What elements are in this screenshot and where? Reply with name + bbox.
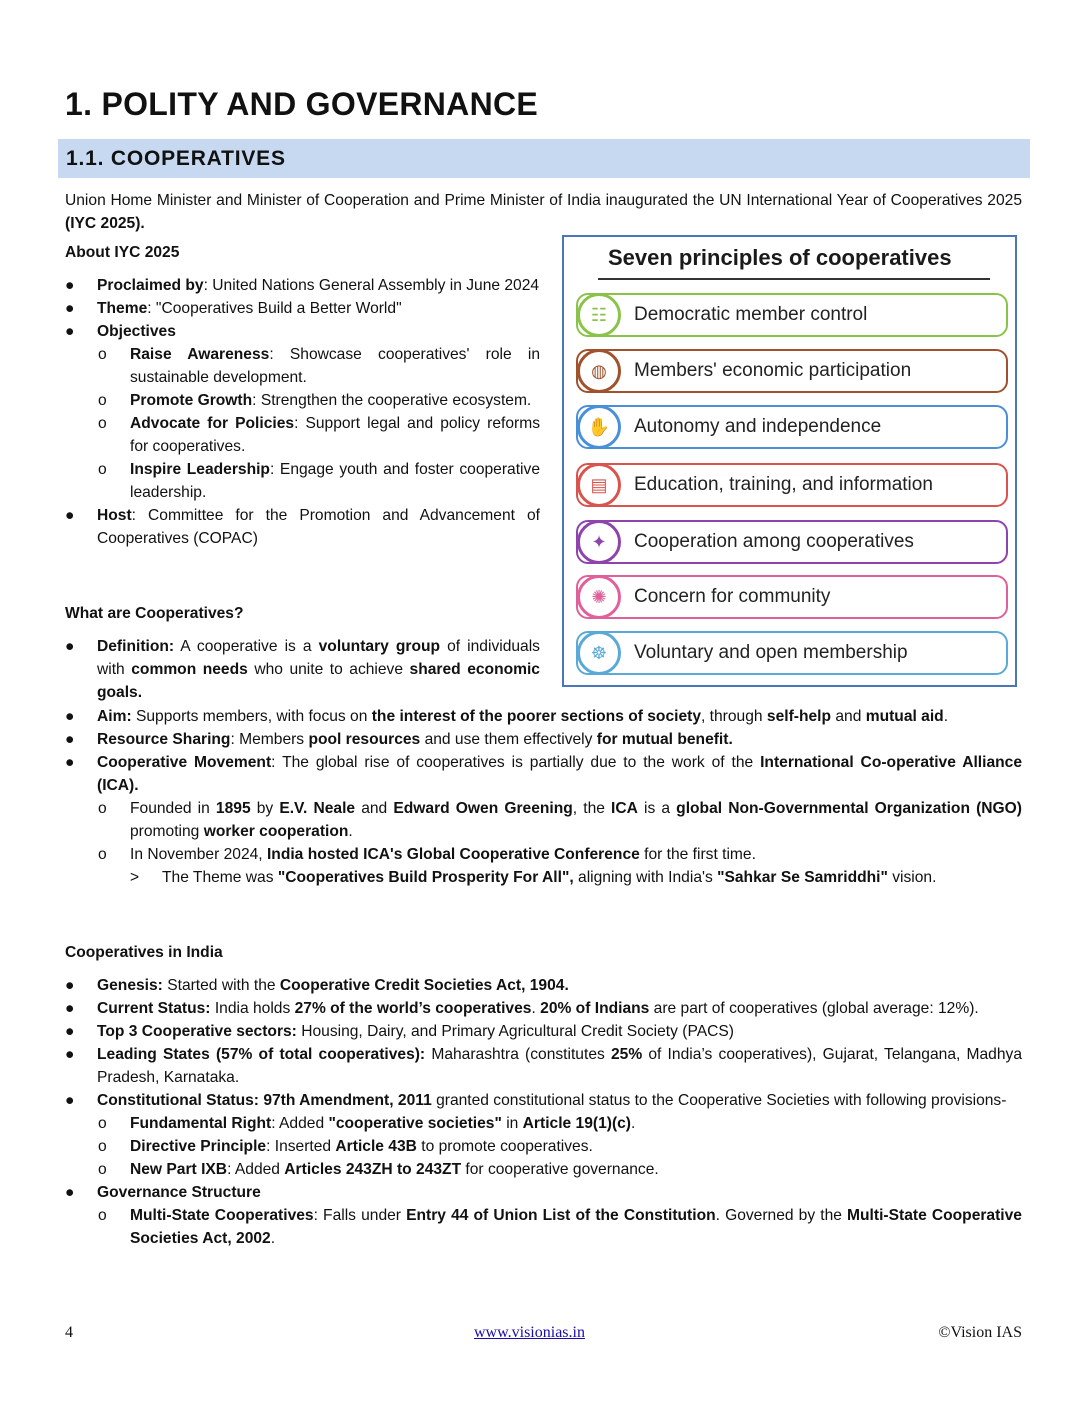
list-item: > The Theme was "Cooperatives Build Prosperity For All", aligning with India's "Sahkar Se Samriddhi" vision. bbox=[130, 869, 937, 886]
principle-label: Members' economic participation bbox=[634, 360, 912, 381]
list-item: o Fundamental Right: Added "cooperative societies" in Article 19(1)(c). bbox=[98, 1115, 636, 1132]
hands-dove-icon: ✋ bbox=[577, 405, 621, 449]
principle-label: Democratic member control bbox=[634, 304, 868, 325]
community-icon: ✺ bbox=[577, 575, 621, 619]
list-item: ● Proclaimed by: United Nations General Assembly in June 2024 bbox=[65, 277, 540, 294]
principle-label: Education, training, and information bbox=[634, 474, 933, 495]
about-list bbox=[65, 274, 540, 550]
page-number: 4 bbox=[65, 1324, 73, 1341]
handshake-icon: ✦ bbox=[577, 520, 621, 564]
globe-icon: ◍ bbox=[577, 349, 621, 393]
list-item: o Raise Awareness: Showcase cooperatives' role in sustainable development. bbox=[98, 346, 541, 386]
people-icon: ☷ bbox=[577, 293, 621, 337]
cooperatives-list bbox=[65, 705, 1022, 889]
list-item: o In November 2024, India hosted ICA's Global Cooperative Conference for the first time. bbox=[98, 846, 756, 863]
india-title: Cooperatives in India bbox=[65, 944, 223, 961]
list-item: ● Governance Structure bbox=[65, 1184, 261, 1201]
group-icon: ☸ bbox=[577, 631, 621, 675]
principle-item bbox=[576, 575, 1008, 619]
list-item: o New Part IXB: Added Articles 243ZH to 243ZT for cooperative governance. bbox=[98, 1161, 659, 1178]
list-item: o Founded in 1895 by E.V. Neale and Edward Owen Greening, the ICA is a global Non-Governmental Organization (NGO) promoting worker cooperation. bbox=[98, 800, 1022, 840]
list-item: ● Theme: "Cooperatives Build a Better World" bbox=[65, 300, 402, 317]
principle-item bbox=[576, 293, 1008, 337]
website-link[interactable]: www.visionias.in bbox=[474, 1324, 585, 1341]
principle-item bbox=[576, 463, 1008, 507]
principle-item bbox=[576, 520, 1008, 564]
list-item: ● Constitutional Status: 97th Amendment, 2011 granted constitutional status to the Cooperative Societies with following provisions- bbox=[65, 1092, 1007, 1109]
copyright: ©Vision IAS bbox=[938, 1324, 1022, 1341]
list-item: ● Current Status: India holds 27% of the world’s cooperatives. 20% of Indians are part of cooperatives (global average: 12%). bbox=[65, 1000, 979, 1017]
section-heading-bar bbox=[58, 139, 1030, 178]
what-title: What are Cooperatives? bbox=[65, 605, 244, 622]
website-link-wrap bbox=[474, 1324, 585, 1342]
india-list bbox=[65, 974, 1022, 1250]
principle-label: Concern for community bbox=[634, 586, 831, 607]
principle-label: Voluntary and open membership bbox=[634, 642, 908, 663]
principle-item bbox=[576, 349, 1008, 393]
about-title: About IYC 2025 bbox=[65, 244, 180, 261]
list-item: o Promote Growth: Strengthen the cooperative ecosystem. bbox=[98, 392, 532, 409]
list-item: ● Resource Sharing: Members pool resources and use them effectively for mutual benefit. bbox=[65, 731, 733, 748]
list-item: ● Aim: Supports members, with focus on the interest of the poorer sections of society, through self-help and mutual aid. bbox=[65, 708, 949, 725]
books-icon: ▤ bbox=[577, 463, 621, 507]
infographic-title: Seven principles of cooperatives bbox=[608, 245, 952, 270]
page-heading: 1. POLITY AND GOVERNANCE bbox=[65, 86, 539, 122]
list-item: ● Definition: A cooperative is a voluntary group of individuals with common needs who unite to achieve shared economic goals. bbox=[65, 638, 540, 701]
definition-list bbox=[65, 635, 540, 704]
list-item: ● Leading States (57% of total cooperatives): Maharashtra (constitutes 25% of India’s cooperatives), Gujarat, Telangana, Madhya Pradesh, Karnataka. bbox=[65, 1046, 1022, 1086]
list-item: o Multi-State Cooperatives: Falls under Entry 44 of Union List of the Constitution. Governed by the Multi-State Cooperative Societies Act, 2002. bbox=[98, 1207, 1022, 1247]
list-item: o Advocate for Policies: Support legal and policy reforms for cooperatives. bbox=[98, 415, 541, 455]
list-item: ● Objectives bbox=[65, 323, 176, 340]
list-item: ● Genesis: Started with the Cooperative Credit Societies Act, 1904. bbox=[65, 977, 569, 994]
list-item: ● Host: Committee for the Promotion and Advancement of Cooperatives (COPAC) bbox=[65, 507, 540, 547]
list-item: o Inspire Leadership: Engage youth and foster cooperative leadership. bbox=[98, 461, 540, 501]
list-item: o Directive Principle: Inserted Article 43B to promote cooperatives. bbox=[98, 1138, 593, 1155]
list-item: ● Cooperative Movement: The global rise of cooperatives is partially due to the work of the International Co-operative Alliance (ICA). bbox=[65, 754, 1022, 794]
principle-label: Autonomy and independence bbox=[634, 416, 882, 437]
principles-infographic bbox=[562, 235, 1017, 687]
principle-item bbox=[576, 405, 1008, 449]
divider bbox=[598, 278, 990, 280]
principle-label: Cooperation among cooperatives bbox=[634, 531, 914, 552]
intro-paragraph: Union Home Minister and Minister of Cooperation and Prime Minister of India inaugurated the UN International Year of Cooperatives 2025 (IYC 2025). bbox=[65, 192, 1022, 232]
section-heading: 1.1. COOPERATIVES bbox=[66, 147, 286, 170]
list-item: ● Top 3 Cooperative sectors: Housing, Dairy, and Primary Agricultural Credit Society (PACS) bbox=[65, 1023, 734, 1040]
principle-item bbox=[576, 631, 1008, 675]
